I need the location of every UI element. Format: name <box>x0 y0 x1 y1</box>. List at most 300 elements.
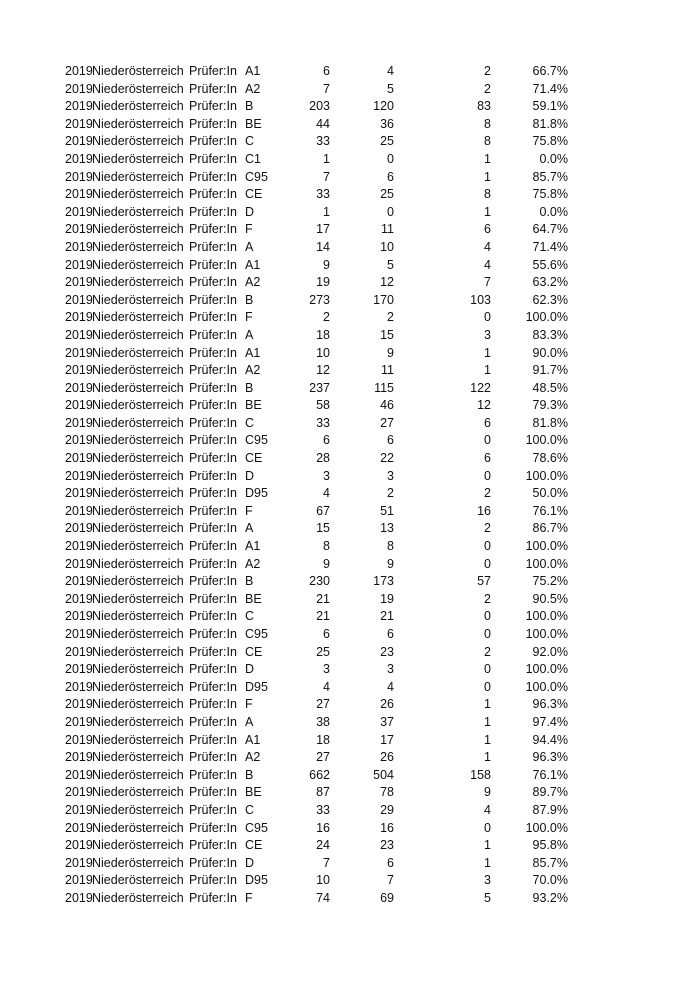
role-cell: Prüfer:In <box>189 239 237 254</box>
license-class-cell: F <box>245 890 253 905</box>
year-cell: 2019 <box>65 151 93 166</box>
failed-count-cell: 1 <box>484 855 491 870</box>
year-cell: 2019 <box>65 468 93 483</box>
role-cell: Prüfer:In <box>189 310 237 325</box>
year-cell: 2019 <box>65 169 93 184</box>
license-class-cell: C <box>245 802 255 817</box>
failed-count-cell: 7 <box>484 275 491 290</box>
role-cell: Prüfer:In <box>189 116 237 131</box>
table-row <box>0 626 700 644</box>
pass-rate-cell: 83.3% <box>532 327 568 342</box>
license-class-cell: BE <box>245 785 262 800</box>
year-cell: 2019 <box>65 486 93 501</box>
region-cell: Niederösterreich <box>92 503 184 518</box>
license-class-cell: A1 <box>245 64 261 78</box>
region-cell: Niederösterreich <box>92 398 184 413</box>
license-class-cell: A <box>245 327 254 342</box>
pass-rate-cell: 100.0% <box>525 556 568 571</box>
region-cell: Niederösterreich <box>92 732 184 747</box>
pass-rate-cell: 75.8% <box>532 187 568 202</box>
failed-count-cell: 2 <box>484 81 491 96</box>
failed-count-cell: 6 <box>484 451 491 466</box>
pass-rate-cell: 100.0% <box>525 539 568 554</box>
total-count-cell: 24 <box>316 838 330 853</box>
table-row <box>0 784 700 802</box>
year-cell: 2019 <box>65 380 93 395</box>
role-cell: Prüfer:In <box>189 627 237 641</box>
pass-rate-cell: 100.0% <box>525 468 568 483</box>
passed-count-cell: 9 <box>387 556 394 571</box>
region-cell: Niederösterreich <box>92 521 184 536</box>
role-cell: Prüfer:In <box>189 521 237 536</box>
region-cell: Niederösterreich <box>92 292 184 307</box>
failed-count-cell: 6 <box>484 222 491 237</box>
region-cell: Niederösterreich <box>92 134 184 149</box>
table-row <box>0 204 700 222</box>
passed-count-cell: 21 <box>380 609 394 624</box>
pass-rate-cell: 79.3% <box>532 398 568 413</box>
passed-count-cell: 3 <box>387 468 394 483</box>
pass-rate-cell: 90.0% <box>532 345 568 360</box>
year-cell: 2019 <box>65 838 93 853</box>
failed-count-cell: 8 <box>484 116 491 131</box>
license-class-cell: F <box>245 503 253 518</box>
region-cell: Niederösterreich <box>92 750 184 765</box>
passed-count-cell: 51 <box>380 503 394 518</box>
license-class-cell: D <box>245 662 255 677</box>
region-cell: Niederösterreich <box>92 609 184 624</box>
role-cell: Prüfer:In <box>189 64 237 78</box>
failed-count-cell: 1 <box>484 169 491 184</box>
failed-count-cell: 1 <box>484 204 491 219</box>
total-count-cell: 33 <box>316 134 330 149</box>
license-class-cell: A1 <box>245 732 261 747</box>
region-cell: Niederösterreich <box>92 81 184 96</box>
total-count-cell: 8 <box>323 539 330 554</box>
passed-count-cell: 6 <box>387 855 394 870</box>
failed-count-cell: 8 <box>484 187 491 202</box>
license-class-cell: A2 <box>245 750 261 765</box>
role-cell: Prüfer:In <box>189 697 237 712</box>
table-row <box>0 257 700 275</box>
year-cell: 2019 <box>65 81 93 96</box>
year-cell: 2019 <box>65 591 93 606</box>
year-cell: 2019 <box>65 204 93 219</box>
pass-rate-cell: 71.4% <box>532 239 568 254</box>
region-cell: Niederösterreich <box>92 486 184 501</box>
total-count-cell: 58 <box>316 398 330 413</box>
year-cell: 2019 <box>65 609 93 624</box>
role-cell: Prüfer:In <box>189 398 237 413</box>
year-cell: 2019 <box>65 521 93 536</box>
year-cell: 2019 <box>65 732 93 747</box>
table-row <box>0 327 700 345</box>
failed-count-cell: 1 <box>484 151 491 166</box>
passed-count-cell: 9 <box>387 345 394 360</box>
license-class-cell: A2 <box>245 81 261 96</box>
license-class-cell: C <box>245 134 255 149</box>
total-count-cell: 33 <box>316 187 330 202</box>
license-class-cell: CE <box>245 187 263 202</box>
total-count-cell: 4 <box>323 486 330 501</box>
total-count-cell: 1 <box>323 151 330 166</box>
pass-rate-cell: 100.0% <box>525 679 568 694</box>
year-cell: 2019 <box>65 310 93 325</box>
year-cell: 2019 <box>65 134 93 149</box>
pass-rate-cell: 100.0% <box>525 609 568 624</box>
pass-rate-cell: 50.0% <box>532 486 568 501</box>
failed-count-cell: 4 <box>484 239 491 254</box>
total-count-cell: 3 <box>323 468 330 483</box>
region-cell: Niederösterreich <box>92 767 184 782</box>
data-table <box>0 63 700 908</box>
table-row <box>0 415 700 433</box>
passed-count-cell: 4 <box>387 64 394 78</box>
region-cell: Niederösterreich <box>92 310 184 325</box>
table-row <box>0 573 700 591</box>
region-cell: Niederösterreich <box>92 802 184 817</box>
table-row <box>0 397 700 415</box>
total-count-cell: 16 <box>316 820 330 835</box>
total-count-cell: 203 <box>309 99 330 114</box>
year-cell: 2019 <box>65 451 93 466</box>
license-class-cell: A1 <box>245 257 261 272</box>
total-count-cell: 27 <box>316 750 330 765</box>
passed-count-cell: 7 <box>387 873 394 888</box>
total-count-cell: 67 <box>316 503 330 518</box>
passed-count-cell: 5 <box>387 81 394 96</box>
total-count-cell: 6 <box>323 433 330 448</box>
failed-count-cell: 1 <box>484 714 491 729</box>
role-cell: Prüfer:In <box>189 468 237 483</box>
pass-rate-cell: 91.7% <box>532 363 568 378</box>
table-row <box>0 309 700 327</box>
license-class-cell: D <box>245 855 255 870</box>
table-row <box>0 345 700 363</box>
role-cell: Prüfer:In <box>189 99 237 114</box>
total-count-cell: 74 <box>316 890 330 905</box>
year-cell: 2019 <box>65 556 93 571</box>
license-class-cell: A2 <box>245 556 261 571</box>
passed-count-cell: 23 <box>380 644 394 659</box>
role-cell: Prüfer:In <box>189 802 237 817</box>
year-cell: 2019 <box>65 644 93 659</box>
license-class-cell: B <box>245 292 254 307</box>
total-count-cell: 7 <box>323 855 330 870</box>
pass-rate-cell: 92.0% <box>532 644 568 659</box>
total-count-cell: 9 <box>323 257 330 272</box>
pass-rate-cell: 97.4% <box>532 714 568 729</box>
pass-rate-cell: 85.7% <box>532 169 568 184</box>
region-cell: Niederösterreich <box>92 873 184 888</box>
total-count-cell: 6 <box>323 64 330 78</box>
year-cell: 2019 <box>65 415 93 430</box>
failed-count-cell: 103 <box>470 292 491 307</box>
region-cell: Niederösterreich <box>92 380 184 395</box>
pass-rate-cell: 62.3% <box>532 292 568 307</box>
total-count-cell: 7 <box>323 81 330 96</box>
failed-count-cell: 2 <box>484 486 491 501</box>
pass-rate-cell: 96.3% <box>532 750 568 765</box>
failed-count-cell: 2 <box>484 591 491 606</box>
year-cell: 2019 <box>65 802 93 817</box>
passed-count-cell: 16 <box>380 820 394 835</box>
pass-rate-cell: 75.2% <box>532 574 568 589</box>
pass-rate-cell: 100.0% <box>525 820 568 835</box>
license-class-cell: A2 <box>245 363 261 378</box>
year-cell: 2019 <box>65 855 93 870</box>
region-cell: Niederösterreich <box>92 890 184 905</box>
region-cell: Niederösterreich <box>92 785 184 800</box>
role-cell: Prüfer:In <box>189 134 237 149</box>
pass-rate-cell: 0.0% <box>539 204 568 219</box>
table-row <box>0 696 700 714</box>
region-cell: Niederösterreich <box>92 662 184 677</box>
year-cell: 2019 <box>65 275 93 290</box>
passed-count-cell: 25 <box>380 187 394 202</box>
region-cell: Niederösterreich <box>92 222 184 237</box>
passed-count-cell: 69 <box>380 890 394 905</box>
region-cell: Niederösterreich <box>92 415 184 430</box>
role-cell: Prüfer:In <box>189 732 237 747</box>
passed-count-cell: 22 <box>380 451 394 466</box>
passed-count-cell: 6 <box>387 169 394 184</box>
role-cell: Prüfer:In <box>189 486 237 501</box>
role-cell: Prüfer:In <box>189 785 237 800</box>
failed-count-cell: 1 <box>484 750 491 765</box>
role-cell: Prüfer:In <box>189 433 237 448</box>
failed-count-cell: 158 <box>470 767 491 782</box>
role-cell: Prüfer:In <box>189 275 237 290</box>
failed-count-cell: 0 <box>484 539 491 554</box>
passed-count-cell: 6 <box>387 627 394 641</box>
pass-rate-cell: 85.7% <box>532 855 568 870</box>
year-cell: 2019 <box>65 398 93 413</box>
pass-rate-cell: 71.4% <box>532 81 568 96</box>
region-cell: Niederösterreich <box>92 468 184 483</box>
role-cell: Prüfer:In <box>189 855 237 870</box>
failed-count-cell: 0 <box>484 627 491 641</box>
failed-count-cell: 0 <box>484 662 491 677</box>
passed-count-cell: 13 <box>380 521 394 536</box>
license-class-cell: F <box>245 697 253 712</box>
region-cell: Niederösterreich <box>92 257 184 272</box>
failed-count-cell: 57 <box>477 574 491 589</box>
role-cell: Prüfer:In <box>189 750 237 765</box>
role-cell: Prüfer:In <box>189 539 237 554</box>
table-row <box>0 98 700 116</box>
region-cell: Niederösterreich <box>92 591 184 606</box>
passed-count-cell: 10 <box>380 239 394 254</box>
region-cell: Niederösterreich <box>92 116 184 131</box>
pass-rate-cell: 100.0% <box>525 310 568 325</box>
pass-rate-cell: 64.7% <box>532 222 568 237</box>
role-cell: Prüfer:In <box>189 363 237 378</box>
year-cell: 2019 <box>65 820 93 835</box>
table-row <box>0 239 700 257</box>
passed-count-cell: 11 <box>381 222 394 237</box>
total-count-cell: 7 <box>323 169 330 184</box>
total-count-cell: 44 <box>316 116 330 131</box>
failed-count-cell: 4 <box>484 802 491 817</box>
role-cell: Prüfer:In <box>189 662 237 677</box>
total-count-cell: 21 <box>316 591 330 606</box>
role-cell: Prüfer:In <box>189 327 237 342</box>
year-cell: 2019 <box>65 222 93 237</box>
table-row <box>0 503 700 521</box>
passed-count-cell: 15 <box>380 327 394 342</box>
failed-count-cell: 1 <box>484 697 491 712</box>
table-row <box>0 538 700 556</box>
total-count-cell: 17 <box>316 222 330 237</box>
failed-count-cell: 1 <box>484 732 491 747</box>
table-row <box>0 679 700 697</box>
region-cell: Niederösterreich <box>92 697 184 712</box>
passed-count-cell: 4 <box>387 679 394 694</box>
table-row <box>0 608 700 626</box>
region-cell: Niederösterreich <box>92 99 184 114</box>
failed-count-cell: 2 <box>484 521 491 536</box>
year-cell: 2019 <box>65 873 93 888</box>
failed-count-cell: 0 <box>484 310 491 325</box>
region-cell: Niederösterreich <box>92 327 184 342</box>
passed-count-cell: 36 <box>380 116 394 131</box>
role-cell: Prüfer:In <box>189 679 237 694</box>
failed-count-cell: 122 <box>470 380 491 395</box>
role-cell: Prüfer:In <box>189 609 237 624</box>
passed-count-cell: 170 <box>373 292 394 307</box>
license-class-cell: D95 <box>245 679 268 694</box>
failed-count-cell: 3 <box>484 327 491 342</box>
license-class-cell: A <box>245 714 254 729</box>
total-count-cell: 28 <box>316 451 330 466</box>
year-cell: 2019 <box>65 503 93 518</box>
table-row <box>0 872 700 890</box>
pass-rate-cell: 48.5% <box>532 380 568 395</box>
failed-count-cell: 1 <box>484 363 491 378</box>
year-cell: 2019 <box>65 750 93 765</box>
total-count-cell: 14 <box>316 239 330 254</box>
role-cell: Prüfer:In <box>189 873 237 888</box>
license-class-cell: A1 <box>245 539 261 554</box>
passed-count-cell: 37 <box>380 714 394 729</box>
pass-rate-cell: 100.0% <box>525 662 568 677</box>
region-cell: Niederösterreich <box>92 345 184 360</box>
license-class-cell: CE <box>245 838 263 853</box>
license-class-cell: B <box>245 574 254 589</box>
total-count-cell: 19 <box>316 275 330 290</box>
region-cell: Niederösterreich <box>92 855 184 870</box>
year-cell: 2019 <box>65 363 93 378</box>
year-cell: 2019 <box>65 679 93 694</box>
region-cell: Niederösterreich <box>92 363 184 378</box>
license-class-cell: C95 <box>245 627 268 641</box>
year-cell: 2019 <box>65 662 93 677</box>
region-cell: Niederösterreich <box>92 838 184 853</box>
license-class-cell: B <box>245 767 254 782</box>
total-count-cell: 237 <box>309 380 330 395</box>
license-class-cell: B <box>245 99 254 114</box>
year-cell: 2019 <box>65 627 93 641</box>
role-cell: Prüfer:In <box>189 151 237 166</box>
total-count-cell: 10 <box>316 345 330 360</box>
license-class-cell: A <box>245 239 254 254</box>
license-class-cell: C95 <box>245 820 268 835</box>
role-cell: Prüfer:In <box>189 345 237 360</box>
region-cell: Niederösterreich <box>92 539 184 554</box>
table-row <box>0 63 700 81</box>
pass-rate-cell: 93.2% <box>532 890 568 905</box>
table-row <box>0 714 700 732</box>
license-class-cell: A1 <box>245 345 261 360</box>
passed-count-cell: 3 <box>387 662 394 677</box>
role-cell: Prüfer:In <box>189 890 237 905</box>
total-count-cell: 87 <box>316 785 330 800</box>
total-count-cell: 33 <box>316 415 330 430</box>
region-cell: Niederösterreich <box>92 169 184 184</box>
pass-rate-cell: 100.0% <box>525 433 568 448</box>
passed-count-cell: 19 <box>380 591 394 606</box>
year-cell: 2019 <box>65 345 93 360</box>
table-row <box>0 169 700 187</box>
table-row <box>0 221 700 239</box>
failed-count-cell: 2 <box>484 64 491 78</box>
region-cell: Niederösterreich <box>92 275 184 290</box>
year-cell: 2019 <box>65 697 93 712</box>
pass-rate-cell: 95.8% <box>532 838 568 853</box>
passed-count-cell: 17 <box>380 732 394 747</box>
total-count-cell: 25 <box>316 644 330 659</box>
table-row <box>0 432 700 450</box>
role-cell: Prüfer:In <box>189 222 237 237</box>
region-cell: Niederösterreich <box>92 556 184 571</box>
passed-count-cell: 26 <box>380 750 394 765</box>
license-class-cell: D95 <box>245 873 268 888</box>
role-cell: Prüfer:In <box>189 451 237 466</box>
role-cell: Prüfer:In <box>189 820 237 835</box>
passed-count-cell: 0 <box>387 204 394 219</box>
region-cell: Niederösterreich <box>92 204 184 219</box>
passed-count-cell: 5 <box>387 257 394 272</box>
total-count-cell: 662 <box>309 767 330 782</box>
passed-count-cell: 173 <box>373 574 394 589</box>
license-class-cell: B <box>245 380 254 395</box>
license-class-cell: A2 <box>245 275 261 290</box>
total-count-cell: 18 <box>316 327 330 342</box>
total-count-cell: 9 <box>323 556 330 571</box>
pass-rate-cell: 90.5% <box>532 591 568 606</box>
role-cell: Prüfer:In <box>189 574 237 589</box>
role-cell: Prüfer:In <box>189 380 237 395</box>
role-cell: Prüfer:In <box>189 187 237 202</box>
region-cell: Niederösterreich <box>92 151 184 166</box>
role-cell: Prüfer:In <box>189 714 237 729</box>
failed-count-cell: 3 <box>484 873 491 888</box>
failed-count-cell: 83 <box>477 99 491 114</box>
year-cell: 2019 <box>65 116 93 131</box>
table-row <box>0 362 700 380</box>
license-class-cell: D95 <box>245 486 268 501</box>
passed-count-cell: 25 <box>380 134 394 149</box>
table-row <box>0 485 700 503</box>
total-count-cell: 10 <box>316 873 330 888</box>
role-cell: Prüfer:In <box>189 204 237 219</box>
pass-rate-cell: 59.1% <box>532 99 568 114</box>
table-row <box>0 732 700 750</box>
total-count-cell: 6 <box>323 627 330 641</box>
passed-count-cell: 115 <box>374 380 394 395</box>
table-row <box>0 274 700 292</box>
